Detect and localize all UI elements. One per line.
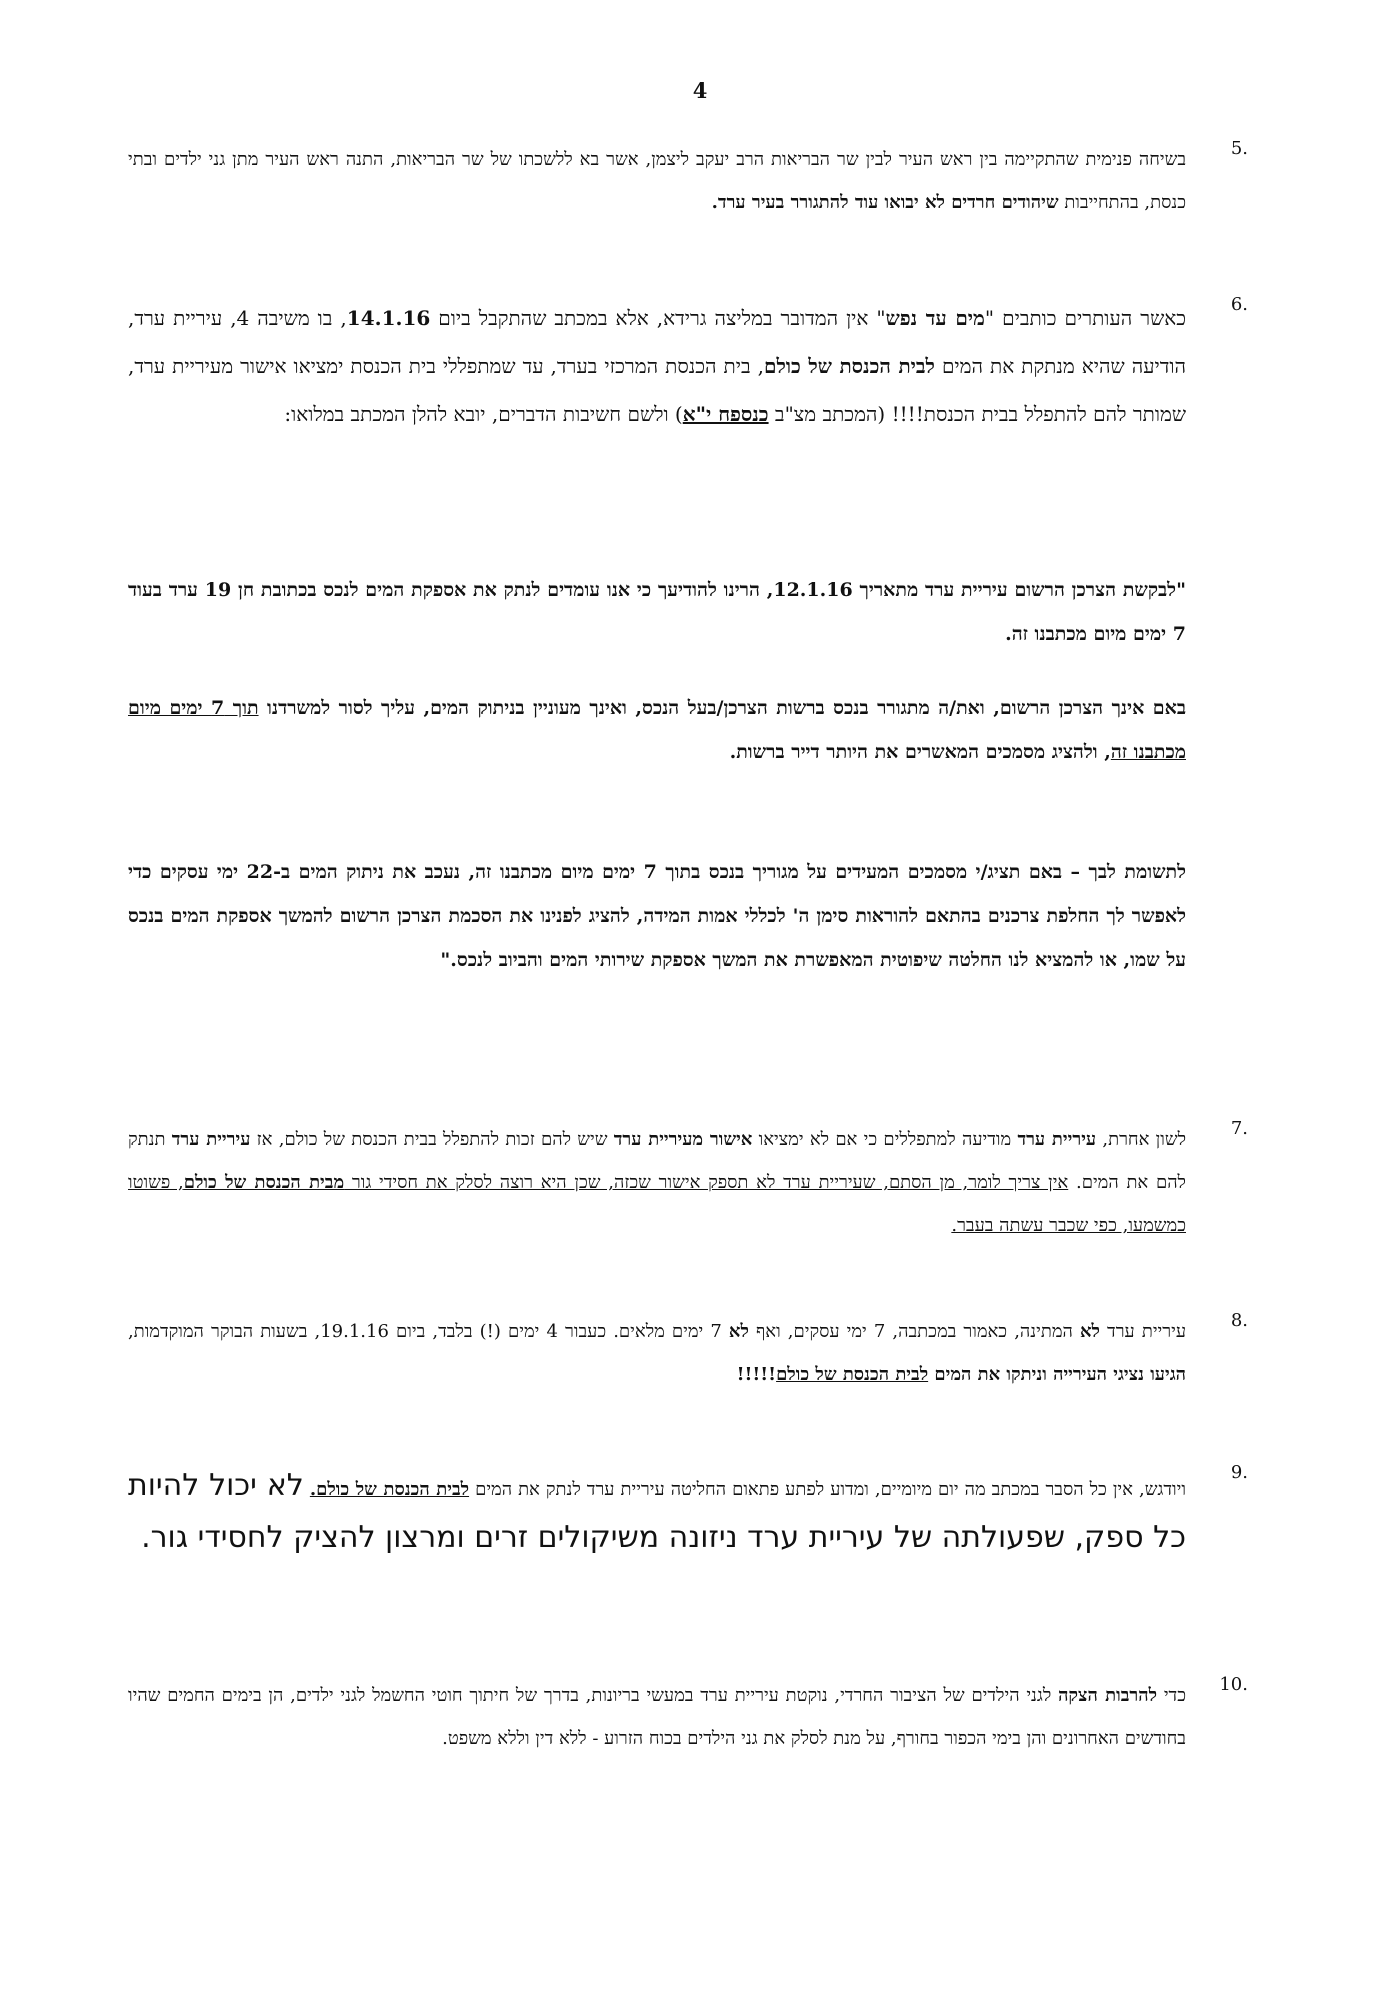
- text-run: , ולהציג מסמכים המאשרים את היותר דייר ברשות.: [729, 741, 1111, 763]
- bold-text: לבית הכנסת של כולם: [763, 354, 935, 378]
- text-run: , בו משיבה 4, עיריית ערד, הודיעה שהיא מנתקת את המים: [128, 306, 1186, 378]
- paragraph-text: [128, 1118, 1186, 1247]
- text-run: שיש להם זכות להתפלל בבית הכנסת של כולם, אז: [250, 1129, 614, 1150]
- paragraph-7: [128, 1118, 1248, 1247]
- bold-text: 14.1.16: [346, 306, 431, 330]
- bold-text: מבית הכנסת של כולם: [183, 1172, 345, 1193]
- text-run: ויודגש, אין כל הסבר במכתב מה יום מיומיים, ומדוע לפתע פתאום החליטה עיריית ערד לנתק את המים: [469, 1479, 1186, 1500]
- bold-text: שיהודים חרדים לא יבואו עוד להתגורר בעיר ערד.: [711, 192, 1059, 213]
- paragraph-number: 8.: [1230, 1310, 1248, 1331]
- paragraph-number: 5.: [1230, 138, 1248, 159]
- paragraph-number: 7.: [1230, 1118, 1248, 1139]
- bold-text: עיריית ערד: [1017, 1129, 1097, 1150]
- bold-text: עיריית ערד: [171, 1129, 251, 1150]
- text-run: , בית הכנסת המרכזי בערד, עד שמתפללי בית הכנסת ימציאו אישור מעיריית ערד, שמותר להם להתפלל בבית הכנסת!!!! (המכתב מצ"ב: [128, 354, 1186, 426]
- bold-text: לבית הכנסת של כולם.: [309, 1479, 470, 1500]
- text-run: בשיחה פנימית שהתקיימה בין ראש העיר לבין שר הבריאות הרב יעקב ליצמן, אשר בא ללשכתו של שר הבריאות, התנה ראש העיר מתן גני ילדים ובתי כנסת, בהתחייבות: [128, 149, 1186, 213]
- bold-text: !!!!!: [736, 1364, 777, 1385]
- text-run: עיריית ערד: [1099, 1321, 1187, 1342]
- text-run: אין צריך לומר, מן הסתם, שעיריית ערד לא תספק אישור שכזה, שכן היא רוצה לסלק את חסידי גור: [344, 1172, 1069, 1193]
- text-run: כאשר העותרים כותבים ": [984, 306, 1186, 330]
- bold-text: מים עד נפש: [885, 306, 985, 330]
- bold-text: לבית הכנסת של כולם: [776, 1364, 929, 1385]
- paragraph-text: [128, 1310, 1186, 1396]
- paragraph-number: 10.: [1219, 1674, 1248, 1695]
- text-run: , פשוטו כמשמעו, כפי שכבר עשתה בעבר.: [128, 1172, 1186, 1236]
- bold-text: הגיעו נציגי העירייה וניתקו את המים: [928, 1364, 1186, 1385]
- text-run: תנתק להם את המים.: [128, 1129, 1186, 1193]
- text-run: 7 ימים מלאים. כעבור 4 ימים (!) בלבד, ביום 19.1.16, בשעות הבוקר המוקדמות,: [128, 1321, 729, 1342]
- paragraph-text: [128, 1674, 1186, 1760]
- text-run: תוך 7 ימים מיום מכתבנו זה: [128, 697, 1186, 763]
- text-run: לתשומת לבך – באם תציג/י מסמכים המעידים על מגוריך בנכס בתוך 7 ימים מיום מכתבנו זה, נעכב את ניתוק המים ב-22 ימי עסקים כדי לאפשר לך החלפת צרכנים בהתאם להוראות סימן ה' לכללי אמות המידה, להציג לפנינו את הסכמת הצרכן הרשום להמשך אספקת המים בנכס על שמו, או להמציא לנו החלטה שיפוטית המאפשרת את המשך אספקת שירותי המים והביוב לנכס.": [128, 861, 1187, 971]
- paragraph-5: [128, 138, 1248, 224]
- quoted-letter-paragraph-3: [128, 850, 1186, 982]
- paragraph-text: [128, 138, 1186, 224]
- bold-text: לא: [1079, 1321, 1100, 1342]
- text-run: ) ולשם חשיבות הדברים, יובא להלן המכתב במלואו:: [284, 402, 683, 426]
- emphasized-text: לא יכול להיות כל ספק, שפעולתה של עיריית ערד ניזונה משיקולים זרים ומרצון להציק לחסידי גור.: [128, 1468, 1186, 1555]
- quoted-letter-paragraph-2: [128, 686, 1186, 774]
- paragraph-text: [128, 1462, 1186, 1566]
- paragraph-number: 9.: [1230, 1462, 1248, 1483]
- bold-text: אישור מעיריית ערד: [613, 1129, 753, 1150]
- paragraph-9: [128, 1462, 1248, 1566]
- text-run: לשון אחרת,: [1096, 1129, 1186, 1150]
- text-run: המתינה, כאמור במכתבה, 7 ימי עסקים, ואף: [748, 1321, 1080, 1342]
- paragraph-number: 6.: [1230, 294, 1248, 315]
- paragraph-text: [128, 294, 1186, 438]
- paragraph-8: [128, 1310, 1248, 1396]
- text-run: לגני הילדים של הציבור החרדי, נוקטת עיריית ערד במעשי בריונות, בדרך של חיתוך חוטי החשמל לגני ילדים, הן בימים החמים שהיו בחודשים האחרונים והן בימי הכפור בחורף, על מנת לסלק את גני הילדים בכוח הזרוע - ללא דין וללא משפט.: [128, 1685, 1186, 1749]
- quoted-letter-paragraph-1: [128, 568, 1186, 656]
- paragraph-10: [128, 1674, 1248, 1760]
- paragraph-6: [128, 294, 1248, 438]
- bold-text: כנספח י"א: [682, 402, 769, 426]
- text-run: באם אינך הצרכן הרשום, ואת/ה מתגורר בנכס ברשות הצרכן/בעל הנכס, ואינך מעוניין בניתוק המים, עליך לסור למשרדנו: [258, 697, 1186, 719]
- bold-text: להרבות הצקה: [1058, 1685, 1158, 1706]
- text-run: מודיעה למתפללים כי אם לא ימציאו: [752, 1129, 1018, 1150]
- text-run: "לבקשת הצרכן הרשום עיריית ערד מתאריך 12.1.16, הרינו להודיעך כי אנו עומדים לנתק את אספקת המים לנכס בכתובת חן 19 ערד בעוד 7 ימים מיום מכתבנו זה.: [128, 579, 1186, 645]
- bold-text: לא: [728, 1321, 749, 1342]
- text-run: " אין המדובר במליצה גרידא, אלא במכתב שהתקבל ביום: [430, 306, 886, 330]
- page-number: 4: [692, 78, 708, 103]
- text-run: כדי: [1157, 1685, 1187, 1706]
